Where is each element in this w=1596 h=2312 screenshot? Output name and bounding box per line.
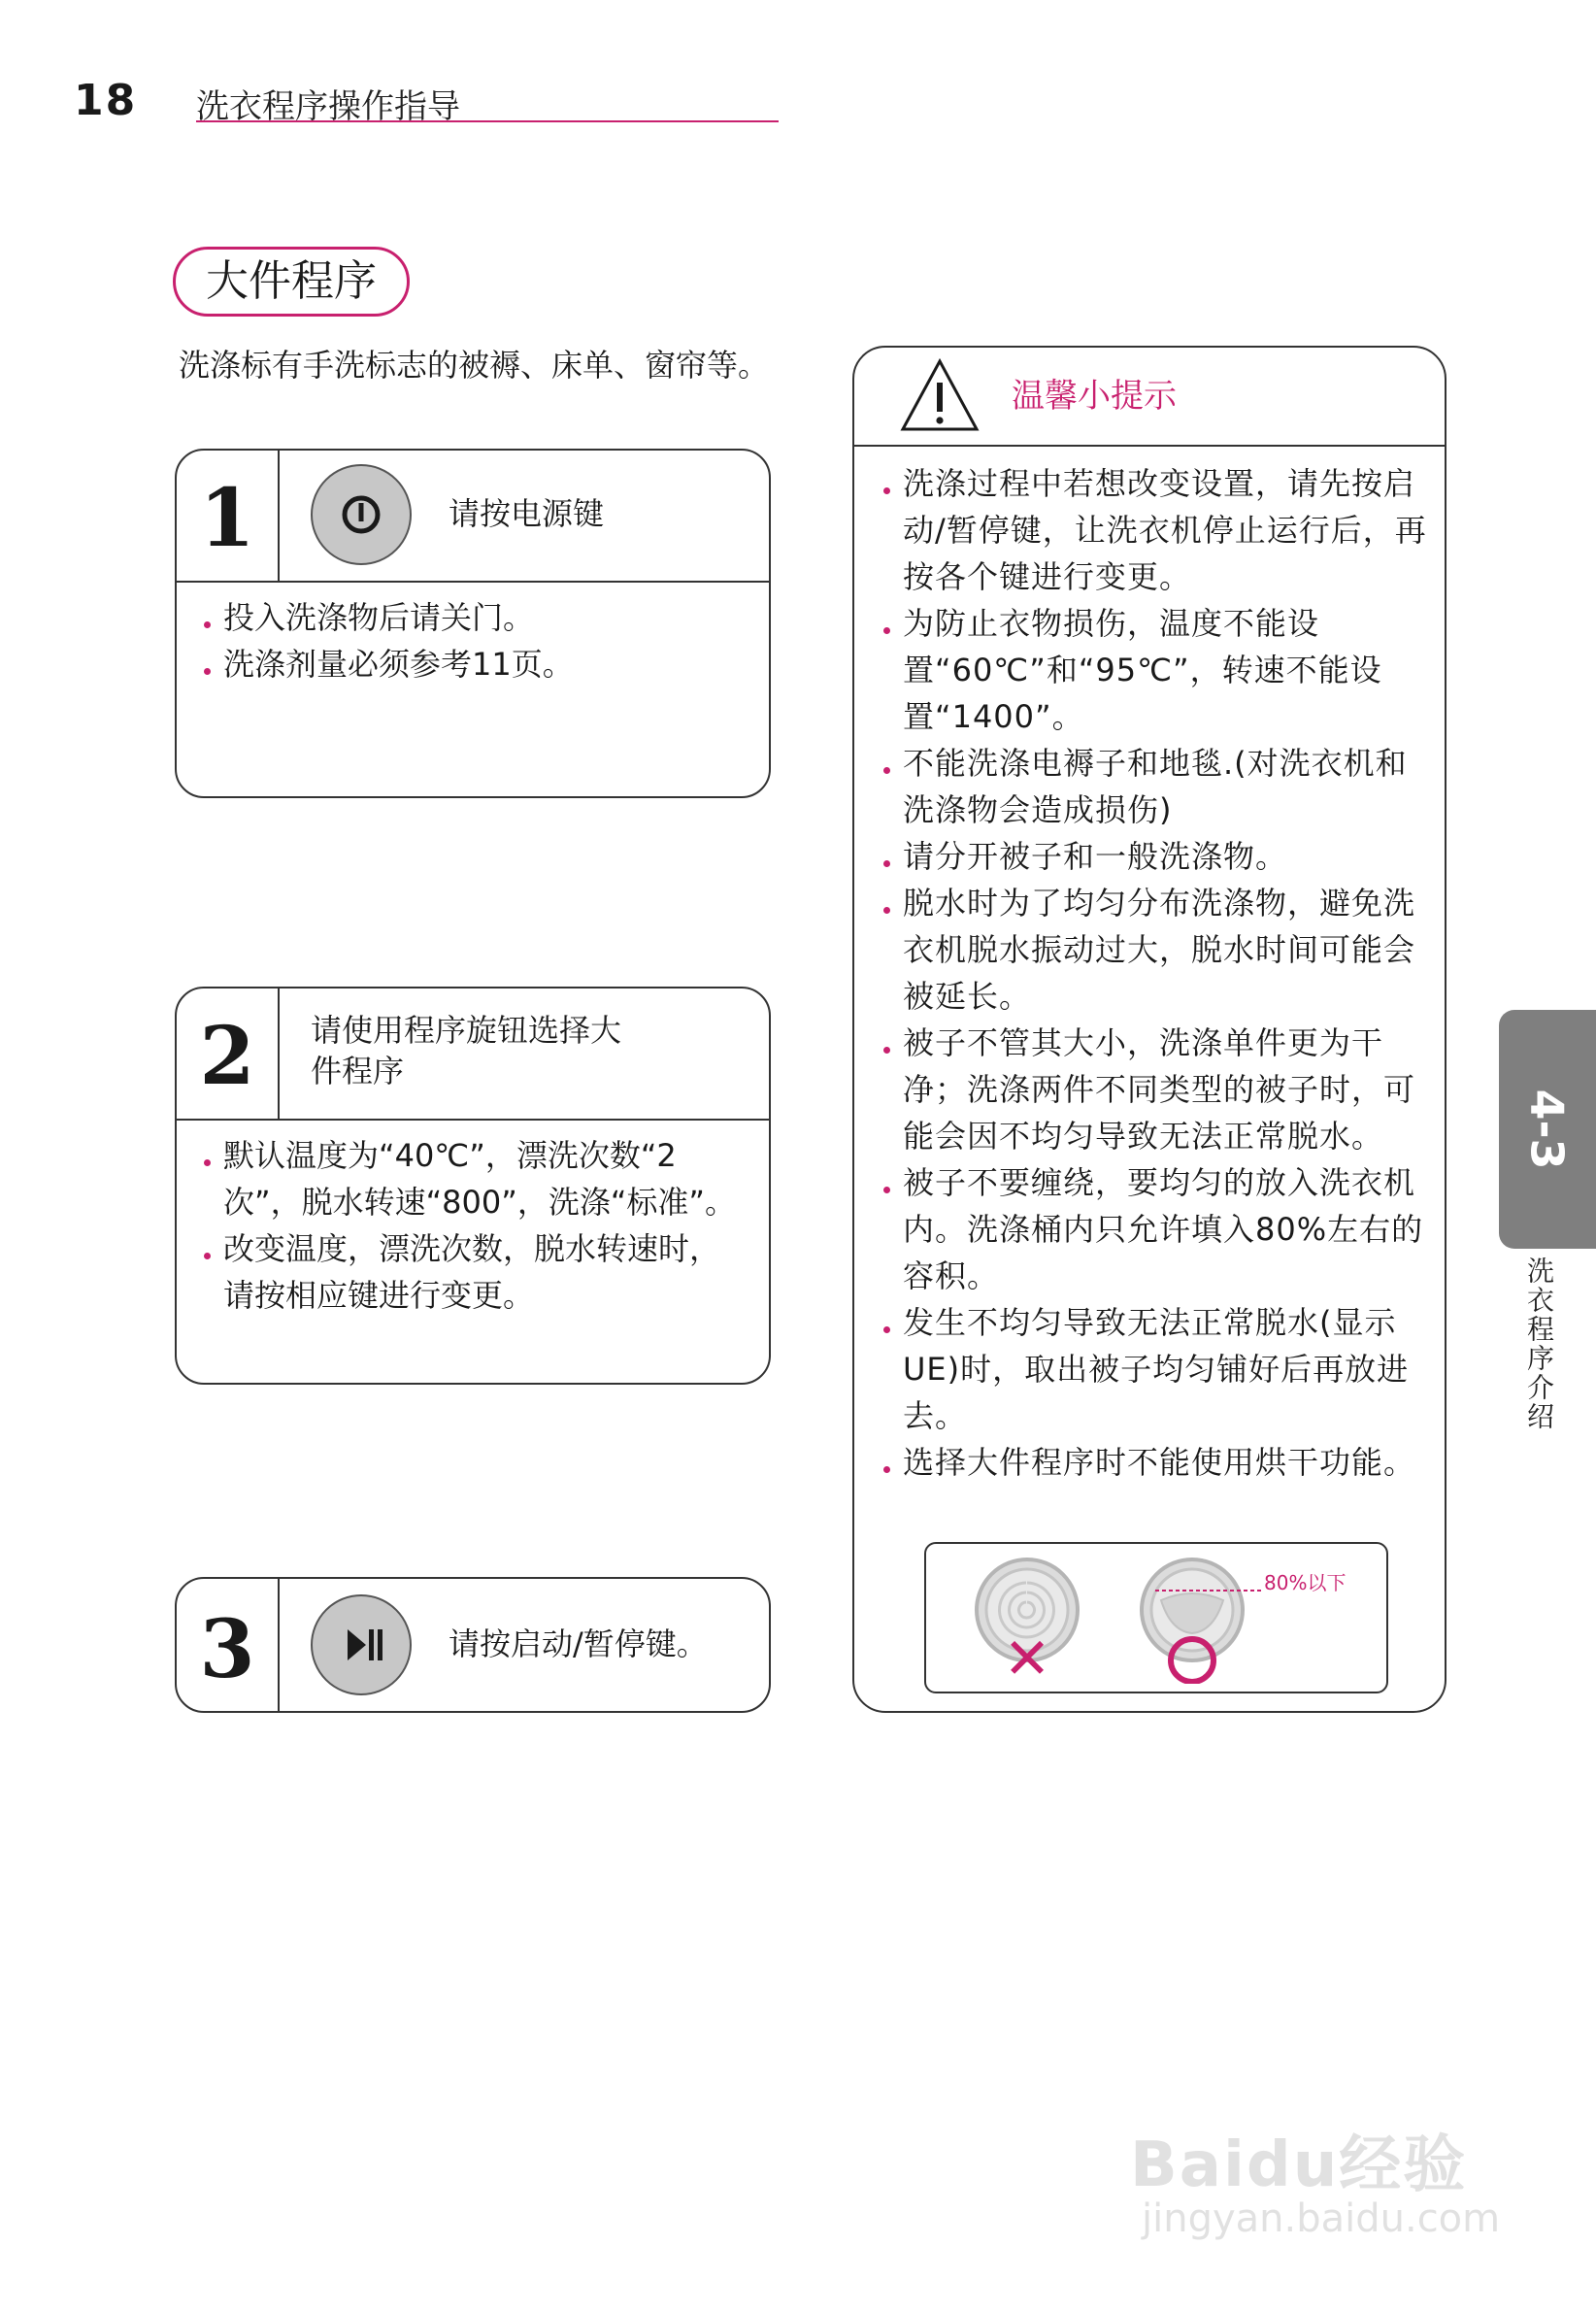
- program-description: 洗涤标有手洗标志的被褥、床单、窗帘等。: [179, 347, 770, 384]
- chapter-tab-number: 4-3: [1520, 1089, 1574, 1170]
- step-2-note: 改变温度，漂洗次数，脱水转速时，请按相应键进行变更。: [202, 1225, 749, 1319]
- step-1-notes: [202, 594, 749, 687]
- tips-header: [854, 348, 1445, 447]
- step-3-box: [175, 1577, 771, 1713]
- power-icon: [311, 464, 412, 565]
- tips-list: [881, 460, 1427, 1486]
- page-number: 18: [74, 76, 138, 125]
- drum-overloaded-illustration: [971, 1554, 1097, 1684]
- play-pause-icon: [311, 1594, 412, 1695]
- tips-box: [852, 346, 1446, 1713]
- wrong-mark: ✕: [1003, 1625, 1051, 1684]
- step-1-label: 请按电源键: [449, 495, 605, 532]
- chapter-tab: [1499, 1010, 1596, 1249]
- tip-item: 不能洗涤电褥子和地毯.(对洗衣机和洗涤物会造成损伤): [881, 740, 1427, 833]
- warning-triangle-icon: [899, 357, 981, 435]
- watermark-url: jingyan.baidu.com: [1142, 2196, 1501, 2241]
- tip-item: 被子不管其大小，洗涤单件更为干净；洗涤两件不同类型的被子时，可能会因不均匀导致无法正常脱水。: [881, 1020, 1427, 1159]
- step-2-number: 2: [177, 988, 280, 1119]
- watermark-logo: Baidu经验: [1130, 2129, 1468, 2201]
- drum-correct-illustration: [1136, 1554, 1262, 1684]
- step-2-header: [177, 988, 769, 1121]
- step-2-notes: [202, 1132, 749, 1319]
- section-title: 洗衣程序操作指导: [196, 87, 460, 126]
- tip-item: 选择大件程序时不能使用烘干功能。: [881, 1439, 1427, 1486]
- tips-title: 温馨小提示: [1012, 377, 1177, 416]
- step-1-header: [177, 451, 769, 583]
- step-3-number: 3: [177, 1579, 280, 1711]
- step-1-number: 1: [177, 451, 280, 581]
- step-1-note: 投入洗涤物后请关门。: [202, 594, 749, 641]
- step-3-label: 请按启动/暂停键。: [449, 1625, 708, 1662]
- chapter-tab-label: 洗衣程序介绍: [1523, 1257, 1555, 1431]
- step-1-note: 洗涤剂量必须参考11页。: [202, 641, 749, 687]
- tip-item: 发生不均匀导致无法正常脱水(显示UE)时，取出被子均匀铺好后再放进去。: [881, 1299, 1427, 1439]
- step-2-label: 请使用程序旋钮选择大件程序: [311, 1012, 622, 1089]
- tip-item: 被子不要缠绕，要均匀的放入洗衣机内。洗涤桶内只允许填入80%左右的容积。: [881, 1159, 1427, 1299]
- header-divider: [196, 120, 779, 122]
- tip-item: 请分开被子和一般洗涤物。: [881, 833, 1427, 880]
- tip-item: 脱水时为了均匀分布洗涤物，避免洗衣机脱水振动过大，脱水时间可能会被延长。: [881, 880, 1427, 1020]
- load-illustration: [924, 1542, 1388, 1693]
- program-title: 大件程序: [173, 247, 410, 317]
- step-2-box: [175, 987, 771, 1385]
- tip-item: 洗涤过程中若想改变设置，请先按启动/暂停键，让洗衣机停止运行后，再按各个键进行变更。: [881, 460, 1427, 600]
- tip-item: 为防止衣物损伤，温度不能设置“60℃”和“95℃”，转速不能设置“1400”。: [881, 600, 1427, 740]
- step-1-box: [175, 449, 771, 798]
- step-2-note: 默认温度为“40℃”，漂洗次数“2次”，脱水转速“800”，洗涤“标准”。: [202, 1132, 749, 1225]
- fill-level-label: 80%以下: [1264, 1571, 1347, 1594]
